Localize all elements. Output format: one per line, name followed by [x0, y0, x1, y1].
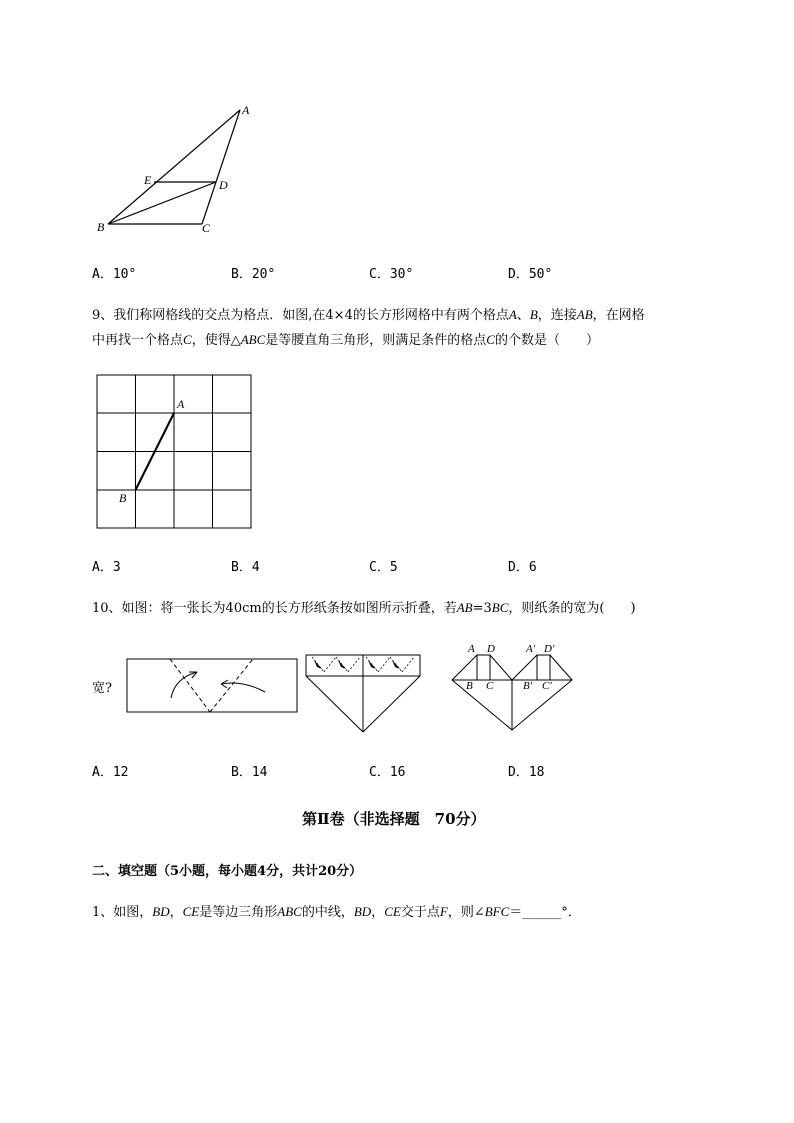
q10-label-a: A [468, 643, 475, 655]
q9-label-a: A [177, 397, 185, 411]
q9-option-b: B．4 [231, 560, 260, 575]
q9-label-b: B [119, 491, 127, 505]
part2-title: 第Ⅱ卷（非选择题 70分） [302, 810, 486, 828]
q10-label-c: C [486, 680, 494, 692]
q10-label-d: D [487, 643, 495, 655]
q8-option-b: B．20° [231, 267, 276, 282]
q9-option-a: A．3 [92, 560, 121, 575]
q10-label-d-prime: D′ [544, 643, 555, 655]
q9-grid-figure [94, 372, 256, 532]
q8-label-a: A [242, 103, 250, 117]
q8-option-c: C．30° [369, 267, 414, 282]
q10-option-c: C．16 [369, 765, 406, 780]
q10-figure-folded [302, 652, 424, 734]
q10-option-a: A．12 [92, 765, 129, 780]
q8-label-e: E [144, 173, 152, 187]
q10-strip-rect [127, 659, 297, 712]
q10-label-b-prime: B′ [523, 680, 533, 692]
q10-figure-heart [450, 640, 580, 735]
q10-figure-strip [125, 656, 301, 716]
q10-option-b: B．14 [231, 765, 268, 780]
q8-label-c: C [202, 221, 211, 235]
q8-segment-ba [108, 110, 240, 224]
q10-label-c-prime: C′ [542, 680, 552, 692]
q9-question-line2: 中再找一个格点C，使得△ABC是等腰直角三角形，则满足条件的格点C的个数是（ ） [92, 332, 599, 348]
q8-figure [92, 100, 262, 240]
fill-in-section-heading: 二、填空题（5小题，每小题4分，共计20分） [92, 864, 363, 879]
q8-label-d: D [219, 178, 228, 192]
q10-label-a-prime: A′ [526, 643, 536, 655]
q10-question-text: 10、如图：将一张长为40cm的长方形纸条按如图所示折叠，若AB=3BC，则纸条的宽为( ) [92, 600, 636, 616]
q10-width-label: 宽? [92, 681, 112, 696]
fill1-question-text: 1、如图，BD，CE是等边三角形ABC的中线，BD，CE交于点F，则∠BFC＝______°． [92, 904, 581, 920]
q8-option-d: D．50° [508, 267, 553, 282]
q9-option-d: D．6 [508, 560, 537, 575]
q8-segment-bd [108, 182, 216, 224]
q8-option-a: A．10° [92, 267, 137, 282]
q10-label-b: B [466, 680, 473, 692]
q8-label-b: B [97, 220, 105, 234]
q9-question-line1: 9、我们称网格线的交点为格点．如图,在4×4的长方形网格中有两个格点A、B，连接AB，在网格 [92, 307, 645, 323]
q10-fold-arrow-right [221, 683, 265, 692]
q10-option-d: D．18 [508, 765, 545, 780]
q9-option-c: C．5 [369, 560, 398, 575]
